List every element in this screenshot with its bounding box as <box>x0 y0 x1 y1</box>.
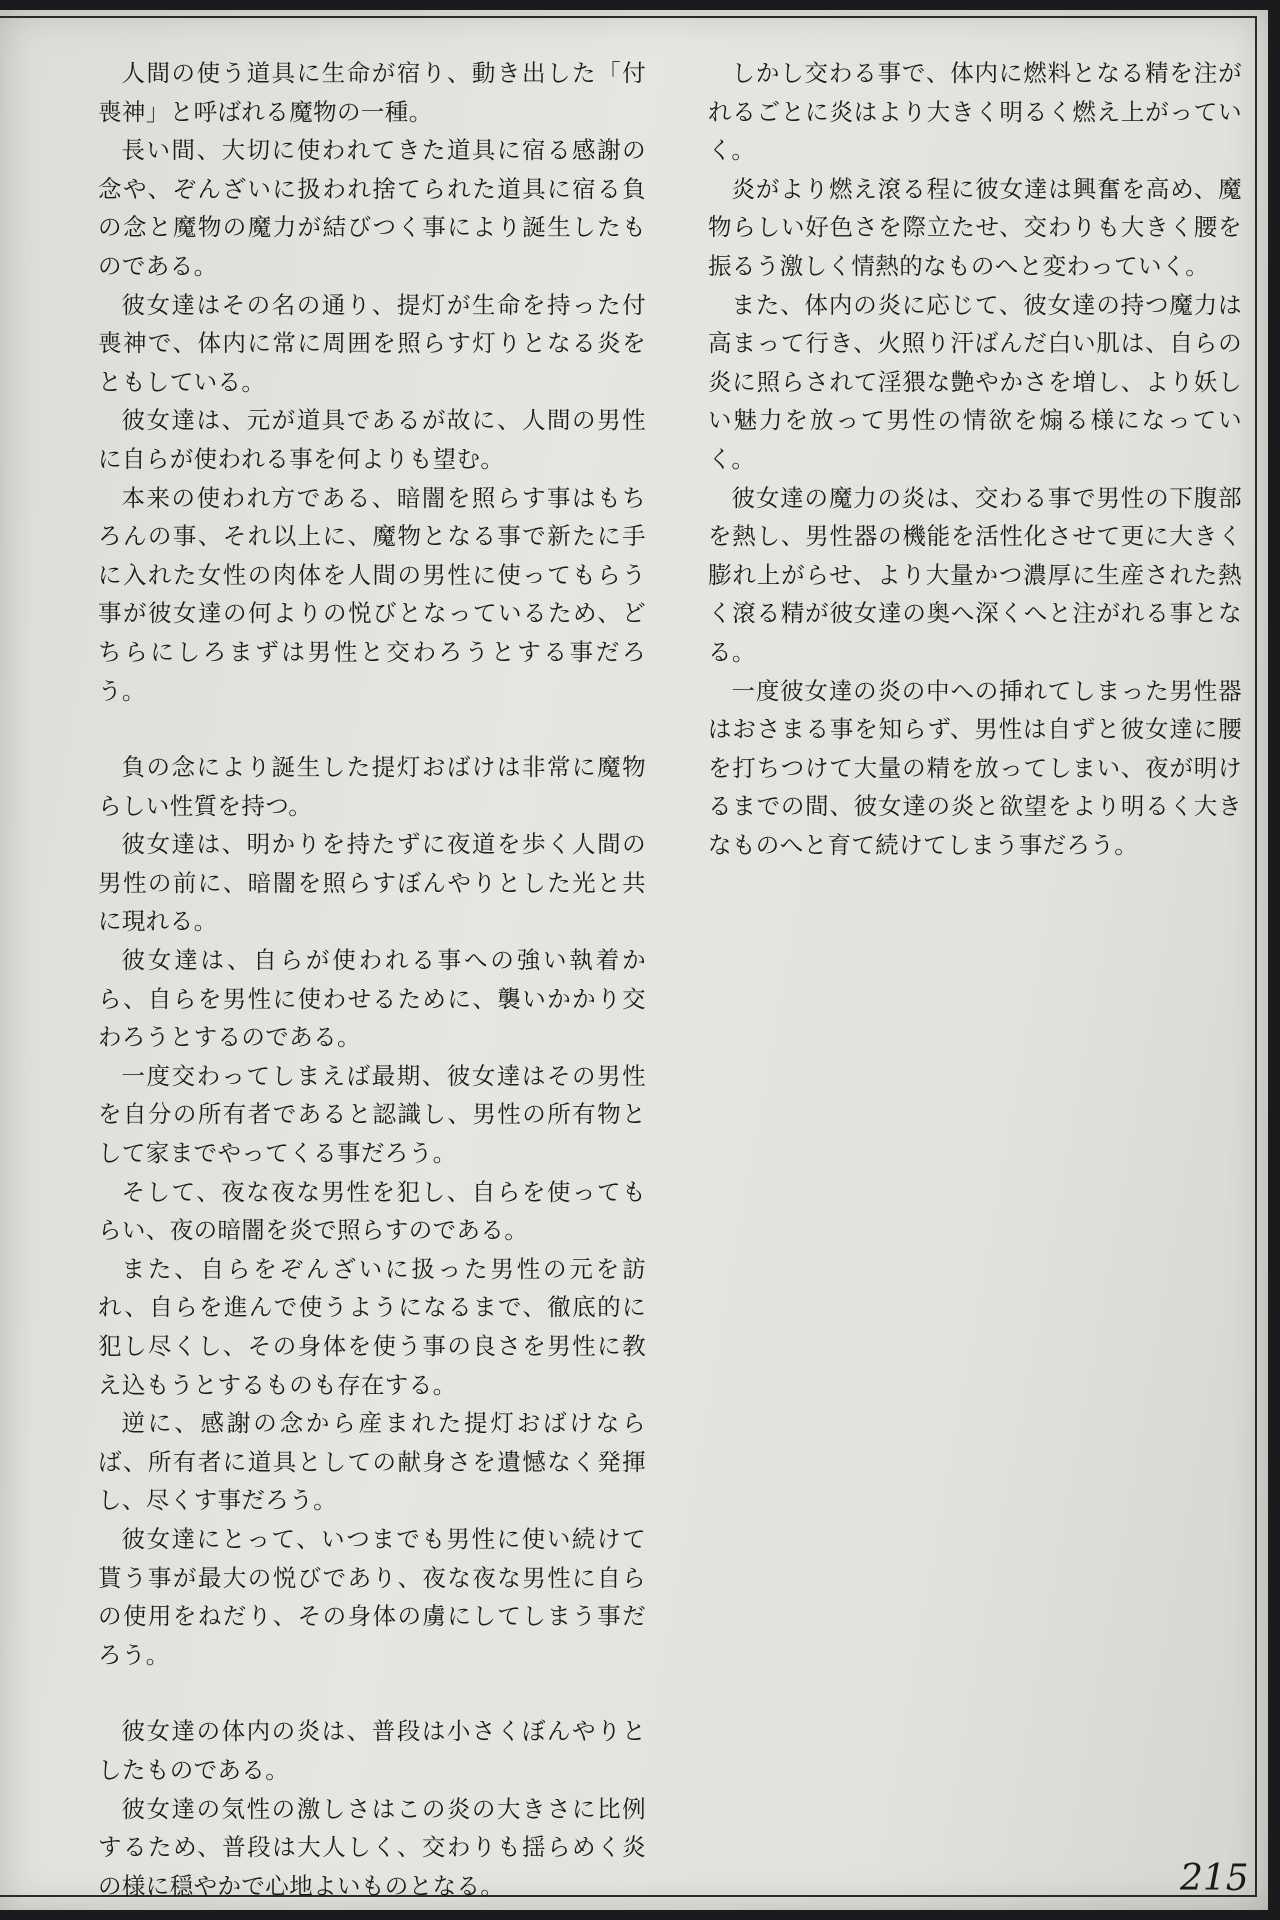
right-column <box>708 54 1242 864</box>
page-number: 215 <box>1180 1858 1249 1899</box>
paragraph: 彼女達の体内の炎は、普段は小さくぼんやりとしたものである。 <box>98 1717 646 1784</box>
paragraph: 彼女達は、明かりを持たずに夜道を歩く人間の男性の前に、暗闇を照らすぼんやりとした光と共に現れる。 <box>98 830 646 936</box>
paragraph: 長い間、大切に使われてきた道具に宿る感謝の念や、ぞんざいに扱われ捨てられた道具に宿る負の念と魔物の魔力が結びつく事により誕生したものである。 <box>98 136 646 280</box>
paragraph: 逆に、感謝の念から産まれた提灯おばけならば、所有者に道具としての献身さを遺憾なく発揮し、尽くす事だろう。 <box>98 1409 646 1515</box>
section-gap <box>98 1674 646 1712</box>
paragraph: 彼女達は、自らが使われる事への強い執着から、自らを男性に使わせるために、襲いかかり交わろうとするのである。 <box>98 946 646 1052</box>
paragraph: そして、夜な夜な男性を犯し、自らを使ってもらい、夜の暗闇を炎で照らすのである。 <box>98 1177 646 1245</box>
book-page <box>0 10 1268 1910</box>
paragraph: 一度交わってしまえば最期、彼女達はその男性を自分の所有者であると認識し、男性の所有物として家までやってくる事だろう。 <box>98 1061 646 1168</box>
paragraph: 彼女達は、元が道具であるが故に、人間の男性に自らが使われる事を何よりも望む。 <box>98 406 646 473</box>
left-column <box>98 54 646 1905</box>
paragraph: 本来の使われ方である、暗闇を照らす事はもちろんの事、それ以上に、魔物となる事で新たに手に入れた女性の肉体を人間の男性に使ってもらう事が彼女達の何よりの悦びとなっているため、どちらにしろまずは男性と交わろうとする事だろう。 <box>98 483 646 705</box>
paragraph: 彼女達にとって、いつまでも男性に使い続けて貰う事が最大の悦びであり、夜な夜な男性に自らの使用をねだり、その身体の虜にしてしまう事だろう。 <box>98 1524 646 1669</box>
section-gap <box>98 710 646 748</box>
paragraph: 一度彼女達の炎の中への挿れてしまった男性器はおさまる事を知らず、男性は自ずと彼女達に腰を打ちつけて大量の精を放ってしまい、夜が明けるまでの間、彼女達の炎と欲望をより明るく大きなものへと育て続けてしまう事だろう。 <box>708 676 1242 859</box>
paragraph: しかし交わる事で、体内に燃料となる精を注がれるごとに炎はより大きく明るく燃え上がっていく。 <box>708 59 1242 165</box>
paragraph: 彼女達はその名の通り、提灯が生命を持った付喪神で、体内に常に周囲を照らす灯りとなる炎をともしている。 <box>98 290 646 396</box>
paragraph: また、体内の炎に応じて、彼女達の持つ魔力は高まって行き、火照り汗ばんだ白い肌は、自らの炎に照らされて淫猥な艶やかさを増し、より妖しい魅力を放って男性の情欲を煽る様になっていく。 <box>708 290 1242 473</box>
paragraph: 負の念により誕生した提灯おばけは非常に魔物らしい性質を持つ。 <box>98 753 646 820</box>
paragraph: また、自らをぞんざいに扱った男性の元を訪れ、自らを進んで使うようになるまで、徹底的に犯し尽くし、その身体を使う事の良さを男性に教え込もうとするものも存在する。 <box>98 1254 646 1399</box>
paragraph: 人間の使う道具に生命が宿り、動き出した「付喪神」と呼ばれる魔物の一種。 <box>98 59 646 126</box>
paragraph: 彼女達の魔力の炎は、交わる事で男性の下腹部を熱し、男性器の機能を活性化させて更に大きく膨れ上がらせ、より大量かつ濃厚に生産された熱く滾る精が彼女達の奥へ深くへと注がれる事となる。 <box>708 483 1242 666</box>
paragraph: 彼女達の気性の激しさはこの炎の大きさに比例するため、普段は大人しく、交わりも揺らめく炎の様に穏やかで心地よいものとなる。 <box>98 1794 646 1900</box>
paragraph: 炎がより燃え滾る程に彼女達は興奮を高め、魔物らしい好色さを際立たせ、交わりも大きく腰を振るう激しく情熱的なものへと変わっていく。 <box>708 174 1242 280</box>
